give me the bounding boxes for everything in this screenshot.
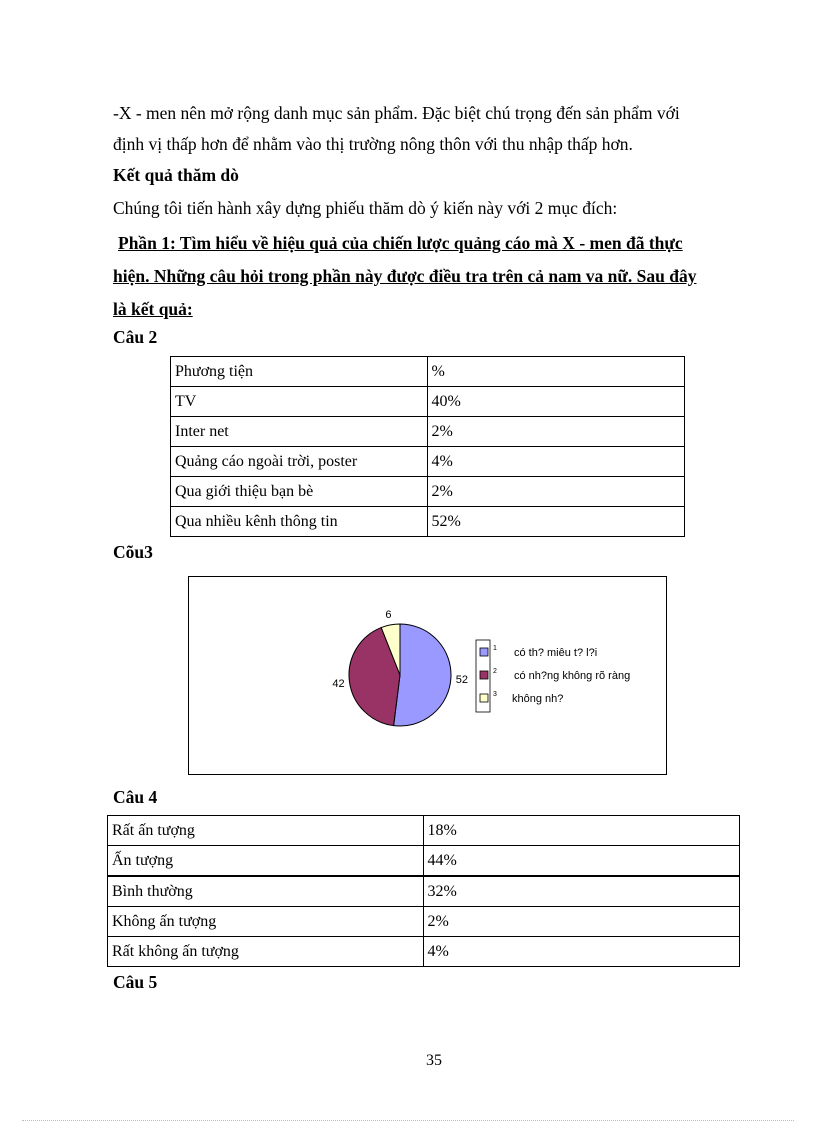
q4-table (107, 815, 740, 967)
table-row (171, 477, 685, 507)
table-cell: Ấn tượng (108, 846, 424, 877)
pie-chart (188, 576, 667, 775)
table-cell: 2% (427, 477, 684, 507)
table-cell: 40% (427, 387, 684, 417)
table-cell: TV (171, 387, 428, 417)
table-header-cell: Phương tiện (171, 357, 428, 387)
table-header-row (171, 357, 685, 387)
part1-heading (113, 227, 753, 326)
table-header-cell: % (427, 357, 684, 387)
q2-table (170, 356, 685, 537)
chart-legend (476, 640, 630, 712)
legend-number: 2 (493, 668, 497, 675)
legend-label: có th? miêu t? l?i (514, 647, 598, 659)
legend-swatch-2 (480, 671, 488, 679)
table-cell: Bình thường (108, 876, 424, 907)
intro-line-1: -X - men nên mở rộng danh mục sản phẩm. Đặc biệt chú trọng đến sản phẩm với (113, 103, 680, 123)
table-cell: 4% (423, 937, 739, 967)
table-cell: 44% (423, 846, 739, 877)
table-cell: 52% (427, 507, 684, 537)
q3-label: Cõu3 (113, 542, 153, 562)
q5-label: Câu 5 (113, 972, 158, 992)
table-cell: 18% (423, 816, 739, 846)
table-row (171, 507, 685, 537)
legend-label: không nh? (512, 693, 564, 705)
part1-line-2: hiện. Những câu hỏi trong phần này được điều tra trên cả nam va nữ. Sau đây (113, 266, 697, 286)
q4-label: Câu 4 (113, 787, 158, 807)
legend-swatch-3 (480, 694, 488, 702)
table-row (171, 387, 685, 417)
table-row (108, 907, 740, 937)
pie-data-label: 42 (332, 677, 345, 690)
legend-swatch-1 (480, 648, 488, 656)
table-row (108, 876, 740, 907)
legend-number: 1 (493, 645, 497, 652)
table-cell: 2% (423, 907, 739, 937)
table-cell: Không ấn tượng (108, 907, 424, 937)
legend-number: 3 (493, 691, 497, 698)
pie-data-label: 6 (385, 609, 392, 622)
table-cell: Quảng cáo ngoài trời, poster (171, 447, 428, 477)
pie-data-label: 52 (455, 673, 469, 686)
pie-slices (349, 624, 451, 726)
part1-line-1: Phần 1: Tìm hiểu về hiệu quả của chiến lược quảng cáo mà X - men đã thực (118, 233, 683, 253)
part1-line-3: là kết quả: (113, 299, 193, 319)
page-number: 35 (426, 1052, 442, 1069)
pie-chart-svg (189, 577, 666, 774)
table-cell: Rất ấn tượng (108, 816, 424, 846)
table-cell: Inter net (171, 417, 428, 447)
results-intro: Chúng tôi tiến hành xây dựng phiếu thăm dò ý kiến này với 2 mục đích: (113, 198, 618, 218)
intro-line-2: định vị thấp hơn để nhằm vào thị trường nông thôn với thu nhập thấp hơn. (113, 134, 633, 154)
legend-label: có nh?ng không rõ ràng (514, 670, 631, 682)
table-cell: 32% (423, 876, 739, 907)
table-row (108, 937, 740, 967)
table-row (108, 846, 740, 877)
intro-paragraph (113, 98, 753, 160)
pie-slice-1 (394, 624, 451, 726)
table-cell: 2% (427, 417, 684, 447)
results-heading: Kết quả thăm dò (113, 165, 239, 185)
table-cell: Rất không ấn tượng (108, 937, 424, 967)
table-row (171, 447, 685, 477)
table-row (171, 417, 685, 447)
table-cell: 4% (427, 447, 684, 477)
table-row (108, 816, 740, 846)
page-bottom-divider (22, 1120, 794, 1121)
table-cell: Qua giới thiệu bạn bè (171, 477, 428, 507)
table-cell: Qua nhiều kênh thông tin (171, 507, 428, 537)
q2-label: Câu 2 (113, 327, 158, 347)
